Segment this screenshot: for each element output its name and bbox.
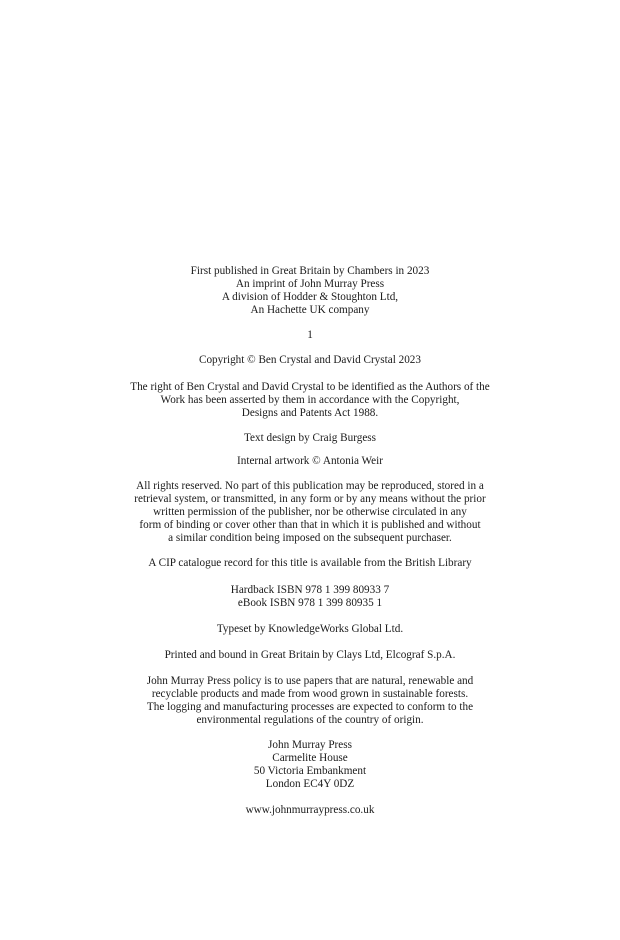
publication-line: First published in Great Britain by Chambers in 2023 <box>190 265 430 277</box>
isbn-ebook: eBook ISBN 978 1 399 80935 1 <box>237 597 383 609</box>
text-design-credit: Text design by Craig Burgess <box>243 432 376 444</box>
moral-rights-line: The right of Ben Crystal and David Crystal to be identified as the Authors of the <box>130 381 490 393</box>
policy-line: environmental regulations of the country of origin. <box>196 714 424 726</box>
rights-line: written permission of the publisher, nor be otherwise circulated in any <box>153 506 467 518</box>
moral-rights-line: Work has been asserted by them in accordance with the Copyright, <box>160 394 460 406</box>
website-link[interactable]: www.johnmurraypress.co.uk <box>245 804 375 816</box>
printing-number: 1 <box>307 329 313 341</box>
policy-line: John Murray Press policy is to use papers that are natural, renewable and <box>146 675 474 687</box>
copyright-notice: Copyright © Ben Crystal and David Crystal 2023 <box>199 354 421 366</box>
publisher-address <box>0 739 620 791</box>
rights-line: form of binding or cover other than that in which it is published and without <box>139 519 481 531</box>
rights-line: a similar condition being imposed on the subsequent purchaser. <box>168 532 452 544</box>
publisher-website <box>0 804 620 817</box>
artwork-credit: Internal artwork © Antonia Weir <box>237 455 383 467</box>
printer-credit: Printed and bound in Great Britain by Clays Ltd, Elcograf S.p.A. <box>164 649 456 661</box>
address-line: Carmelite House <box>272 752 348 764</box>
isbn-hardback: Hardback ISBN 978 1 399 80933 7 <box>230 584 390 596</box>
publication-line: A division of Hodder & Stoughton Ltd, <box>221 291 399 303</box>
paper-policy <box>0 675 620 727</box>
publication-line: An imprint of John Murray Press <box>235 278 385 290</box>
address-line: London EC4Y 0DZ <box>265 778 355 790</box>
cip-record: A CIP catalogue record for this title is available from the British Library <box>148 557 472 569</box>
rights-line: retrieval system, or transmitted, in any form or by any means without the prior <box>134 493 486 505</box>
address-line: John Murray Press <box>268 739 352 751</box>
rights-line: All rights reserved. No part of this publication may be reproduced, stored in a <box>136 480 484 492</box>
policy-line: The logging and manufacturing processes are expected to conform to the <box>146 701 474 713</box>
publication-info <box>0 265 620 317</box>
address-line: 50 Victoria Embankment <box>253 765 367 777</box>
publication-line: An Hachette UK company <box>250 304 370 316</box>
rights-reserved-notice <box>0 480 620 545</box>
moral-rights-notice <box>0 381 620 420</box>
isbn-block <box>0 584 620 610</box>
moral-rights-line: Designs and Patents Act 1988. <box>241 407 379 419</box>
policy-line: recyclable products and made from wood grown in sustainable forests. <box>151 688 469 700</box>
typeset-credit: Typeset by KnowledgeWorks Global Ltd. <box>216 623 404 635</box>
